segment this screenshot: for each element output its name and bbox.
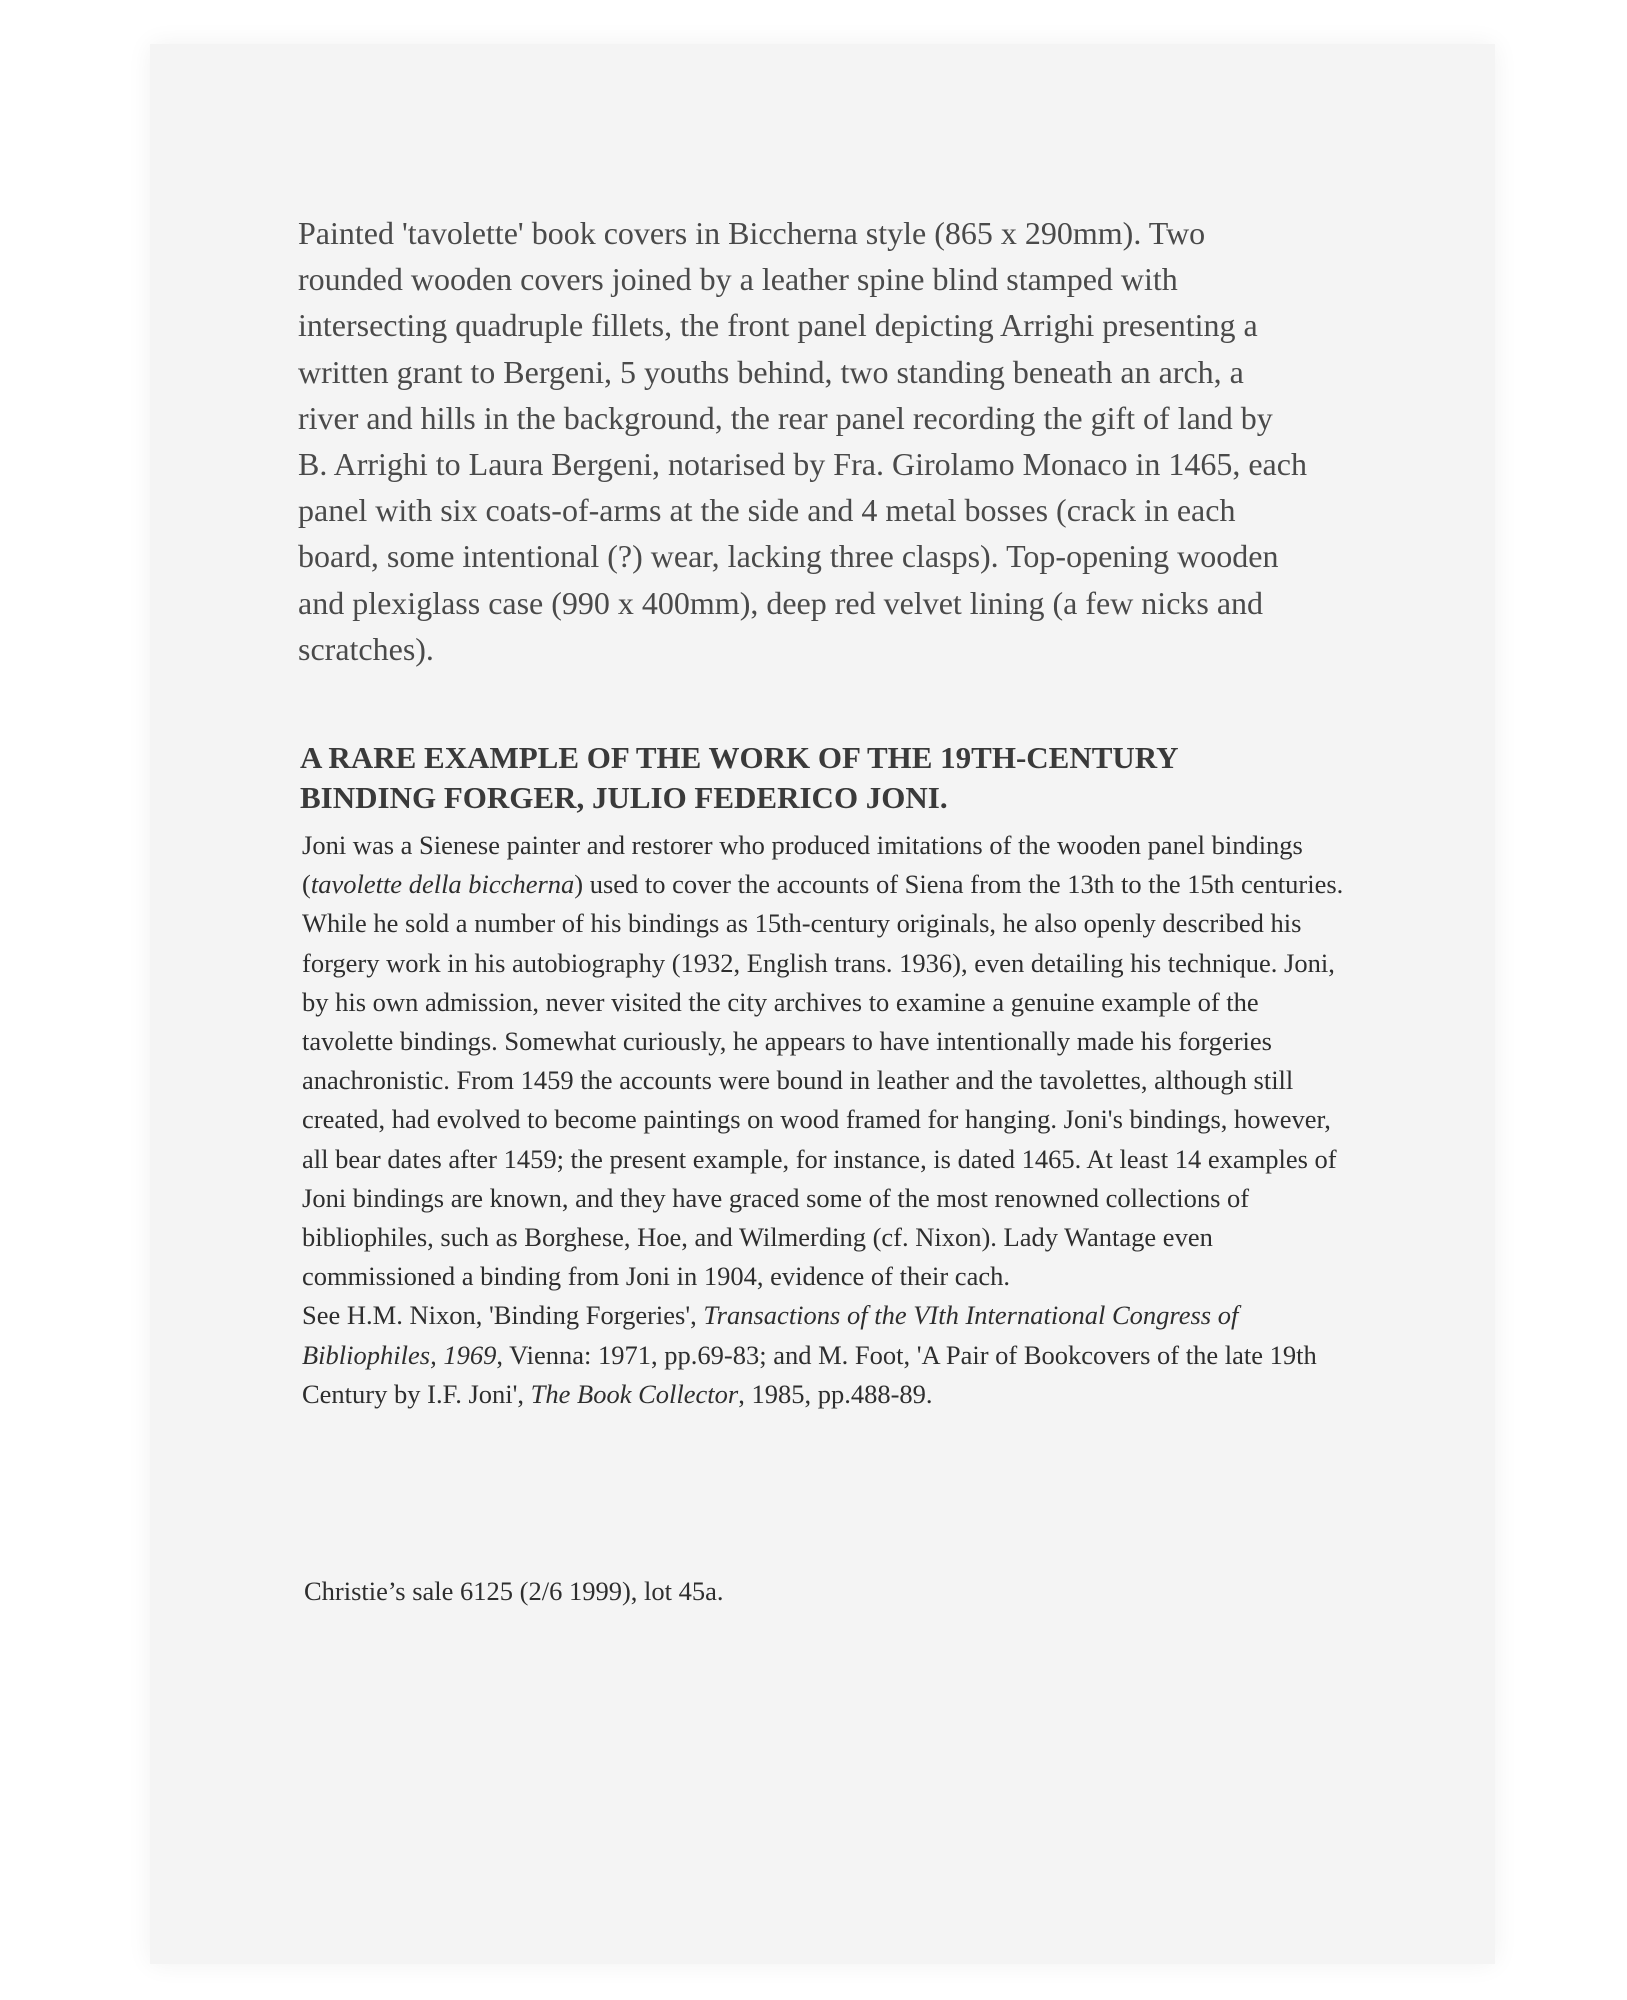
reference-text-a: See H.M. Nixon, 'Binding Forgeries', <box>302 1300 704 1331</box>
essay-body <box>302 826 1347 1414</box>
essay-text-b: ) used to cover the accounts of Siena from the 13th to the 15th centuries. While he sold a number of his bindings as 15th-century originals, he also openly described his forgery work in his autobiography (1932, English trans. 1936), even detailing his technique. Joni, by his own admission, never visited the city archives to examine a genuine example of the tavolette bindings. Somewhat curiously, he appears to have intentionally made his forgeries anachronistic. From 1459 the accounts were bound in leather and the tavolettes, although still created, had evolved to become paintings on wood framed for hanging. Joni's bindings, however, all bear dates after 1459; the present example, for instance, is dated 1465. At least 14 examples of Joni bindings are known, and they have graced some of the most renowned collections of bibliophiles, such as Borghese, Hoe, and Wilmerding (cf. Nixon). Lady Wantage even commissioned a binding from Joni in 1904, evidence of their cach. <box>302 869 1344 1292</box>
essay-text-a: Joni was a Sienese painter and restorer who produced imitations of the wooden panel bindings ( <box>302 830 1303 900</box>
sale-note: Christie’s sale 6125 (2/6 1999), lot 45a. <box>304 1576 724 1606</box>
reference-italic-title-1: Transactions of the VIth International Congress of Bibliophiles, 1969 <box>302 1300 1239 1370</box>
reference-text-b: , Vienna: 1971, pp.69-83; and M. Foot, 'A Pair of Bookcovers of the late 19th Century by I.F. Joni', <box>302 1339 1317 1409</box>
section-heading: A RARE EXAMPLE OF THE WORK OF THE 19TH-CENTURY BINDING FORGER, JULIO FEDERICO JONI. <box>300 740 1178 815</box>
essay-paragraph <box>302 826 1347 1296</box>
reference-text-c: , 1985, pp.488-89. <box>738 1378 933 1409</box>
essay-italic-term: tavolette della biccherna <box>310 869 575 900</box>
document-content <box>298 210 1344 1606</box>
lot-description: Painted 'tavolette' book covers in Biccherna style (865 x 290mm). Two rounded wooden covers joined by a leather spine blind stamped with intersecting quadruple fillets, the front panel depicting Arrighi presenting a written grant to Bergeni, 5 youths behind, two standing beneath an arch, a river and hills in the background, the rear panel recording the gift of land by B. Arrighi to Laura Bergeni, notarised by Fra. Girolamo Monaco in 1465, each panel with six coats-of-arms at the side and 4 metal bosses (crack in each board, some intentional (?) wear, lacking three clasps). Top-opening wooden and plexiglass case (990 x 400mm), deep red velvet lining (a few nicks and scratches). <box>298 215 1307 667</box>
reference-paragraph <box>302 1296 1347 1414</box>
reference-italic-title-2: The Book Collector <box>530 1378 739 1409</box>
